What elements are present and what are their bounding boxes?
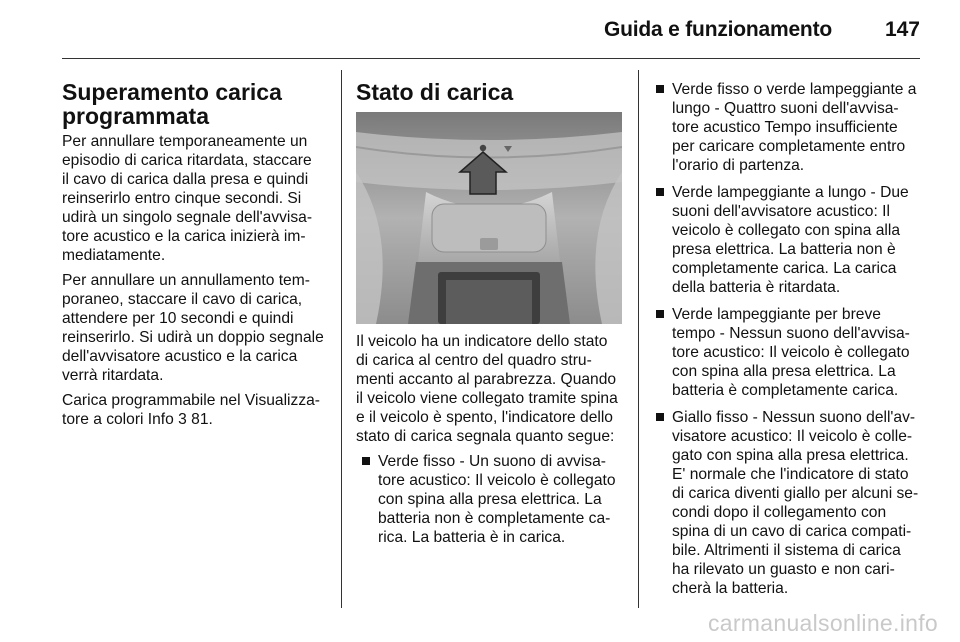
list-item: Verde lampeggiante per breve tempo - Nessun suono dell'avvisa- tore acustico: Il veicolo è collegato con spina alla presa elettrica. La batteria è completamente carica.: [654, 305, 926, 400]
page-reference-link[interactable]: 3 81.: [178, 411, 213, 428]
heading-scheduled-charge-override: Superamento carica programmata: [62, 79, 282, 129]
column-divider-2: [638, 70, 639, 608]
column-right: [654, 80, 926, 606]
list-item: Verde fisso - Un suono di avvisa- tore acustico: Il veicolo è collegato con spina alla presa elettrica. La batteria non è completamente ca- rica. La batteria è in carica.: [360, 452, 626, 547]
charge-status-indicator: [480, 145, 486, 151]
status-list-middle: [360, 452, 626, 547]
paragraph-cancel-override: Per annullare un annullamento tem- poraneo, staccare il cavo di carica, attendere per 10 secondi e quindi reinserirlo. Si udirà un doppio segnale dell'avvisatore acustico e la carica verrà ritardata.: [62, 272, 324, 384]
column-divider-1: [341, 70, 342, 608]
dashboard-figure: [356, 112, 622, 324]
list-item: Verde lampeggiante a lungo - Due suoni dell'avvisatore acustico: Il veicolo è collegato con spina alla presa elettrica. La batteria non è completamente carica. La carica della batteria è ritardata.: [654, 183, 926, 297]
list-item: Verde fisso o verde lampeggiante a lungo - Quattro suoni dell'avvisa- tore acustico Tempo insufficiente per caricare completamente entro l'orario di partenza.: [654, 80, 926, 175]
paragraph-temporary-cancel: Per annullare temporaneamente un episodio di carica ritardata, staccare il cavo di carica dalla presa e quindi reinserirlo entro cinque secondi. Si udirà un singolo segnale dell'avvisa- tore acustico e la carica inizierà im- mediatamente.: [62, 133, 313, 264]
heading-charge-status: Stato di carica: [356, 79, 514, 105]
header-divider: [62, 58, 920, 59]
status-list-right: [654, 80, 926, 598]
watermark: carmanualsonline.info: [707, 610, 938, 636]
paragraph-programmable-charge: Carica programmabile nel Visualizza- tore a colori Info 3 81.: [62, 392, 320, 428]
paragraph-indicator-intro: Il veicolo ha un indicatore dello stato di carica al centro del quadro stru- menti accanto al parabrezza. Quando il veicolo viene collegato tramite spina e il veicolo è spento, l'indicatore dello stato di carica segnala quanto segue:: [356, 333, 618, 445]
column-left: [62, 80, 332, 435]
column-middle: [356, 80, 626, 555]
page-header: [0, 0, 960, 60]
section-title: Guida e funzionamento: [604, 18, 832, 41]
list-item: Giallo fisso - Nessun suono dell'av- visatore acustico: Il veicolo è colle- gato con spina alla presa elettrica. E' normale che l'indicatore di stato di carica diventi giallo per alcuni se- condi dopo il collegamento con spina di un cavo di carica compati- bile. Altrimenti il sistema di carica ha rilevato un guasto e non cari- cherà la batteria.: [654, 408, 926, 598]
page-number: 147: [884, 18, 920, 41]
